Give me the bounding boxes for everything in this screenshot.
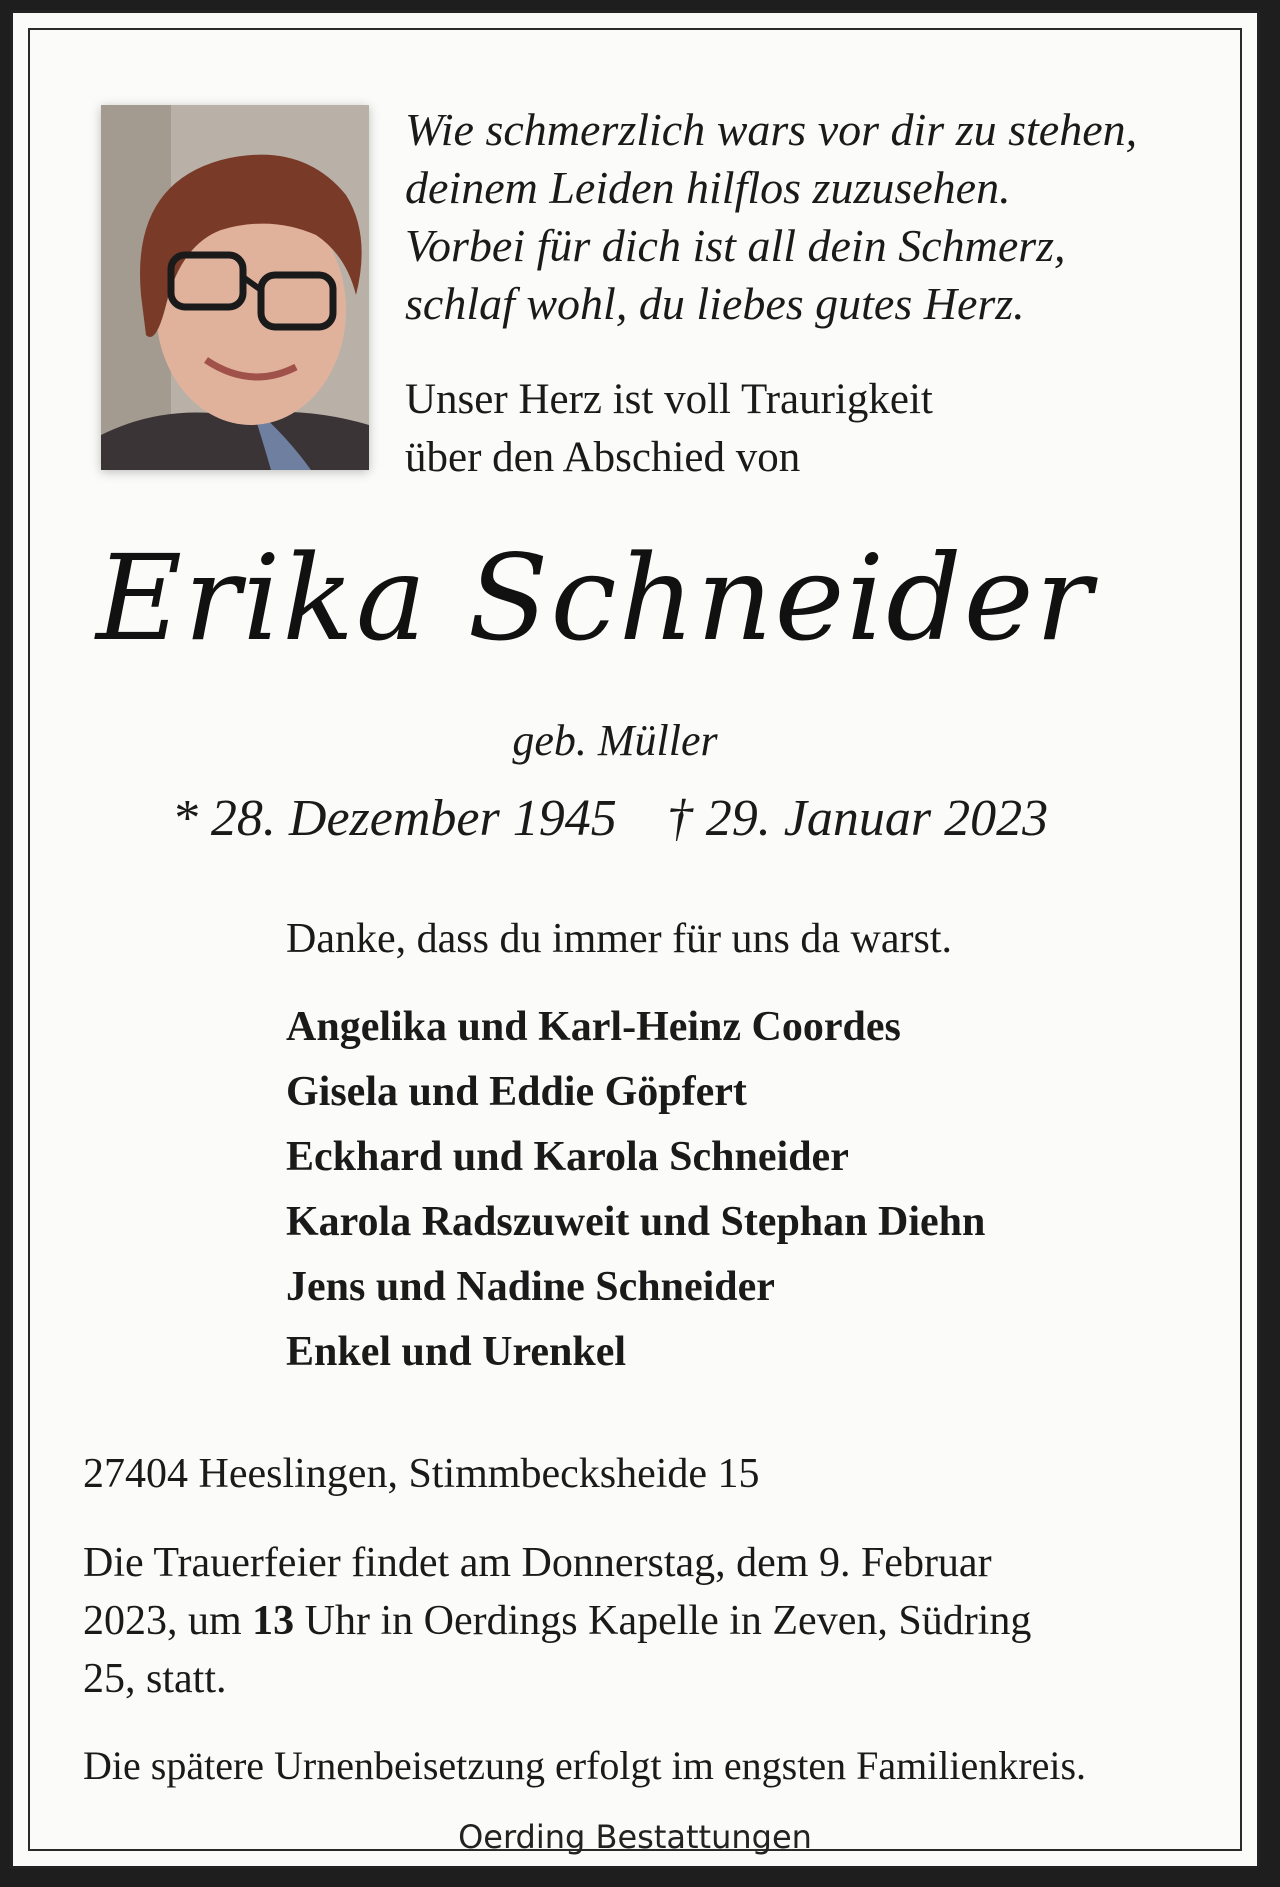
undertaker-name: Oerding Bestattungen xyxy=(458,1818,812,1856)
portrait-photo xyxy=(101,105,369,470)
maiden-name: geb. Müller xyxy=(512,716,718,765)
obituary-card xyxy=(10,10,1260,1869)
ceremony-line: Die Trauerfeier findet am Donnerstag, dem 9. Februar xyxy=(83,1540,992,1586)
family-member: Eckhard und Karola Schneider xyxy=(286,1134,849,1180)
intro-text xyxy=(405,371,1225,487)
family-member: Angelika und Karl-Heinz Coordes xyxy=(286,1004,901,1050)
intro-line: Unser Herz ist voll Traurigkeit xyxy=(405,376,933,423)
poem-line: schlaf wohl, du liebes gutes Herz. xyxy=(405,278,1025,329)
ceremony-text: 2023, um xyxy=(83,1598,253,1644)
poem-verse xyxy=(405,101,1225,333)
ceremony-info xyxy=(83,1534,1233,1708)
death-date: † 29. Januar 2023 xyxy=(666,790,1049,847)
thanks-line: Danke, dass du immer für uns da warst. xyxy=(286,916,953,962)
address: 27404 Heeslingen, Stimmbecksheide 15 xyxy=(83,1451,760,1497)
poem-line: Vorbei für dich ist all dein Schmerz, xyxy=(405,220,1066,271)
ceremony-time: 13 xyxy=(252,1598,295,1644)
life-dates xyxy=(13,783,1257,855)
deceased-name: Erika Schneider xyxy=(96,529,1094,667)
ceremony-text: Uhr in Oerdings Kapelle in Zeven, Südring xyxy=(294,1598,1032,1644)
family-member: Karola Radszuweit und Stephan Diehn xyxy=(286,1199,986,1245)
family-member: Jens und Nadine Schneider xyxy=(286,1264,775,1310)
family-member: Enkel und Urenkel xyxy=(286,1329,626,1375)
burial-note: Die spätere Urnenbeisetzung erfolgt im engsten Familienkreis. xyxy=(83,1743,1087,1788)
poem-line: deinem Leiden hilflos zuzusehen. xyxy=(405,162,1011,213)
ceremony-line: 25, statt. xyxy=(83,1656,227,1702)
intro-line: über den Abschied von xyxy=(405,434,801,481)
family-member: Gisela und Eddie Göpfert xyxy=(286,1069,747,1115)
birth-date: * 28. Dezember 1945 xyxy=(171,790,617,847)
family-list xyxy=(286,995,985,1385)
poem-line: Wie schmerzlich wars vor dir zu stehen, xyxy=(405,104,1138,155)
ceremony-line xyxy=(83,1592,1233,1650)
portrait-illustration xyxy=(101,105,369,470)
